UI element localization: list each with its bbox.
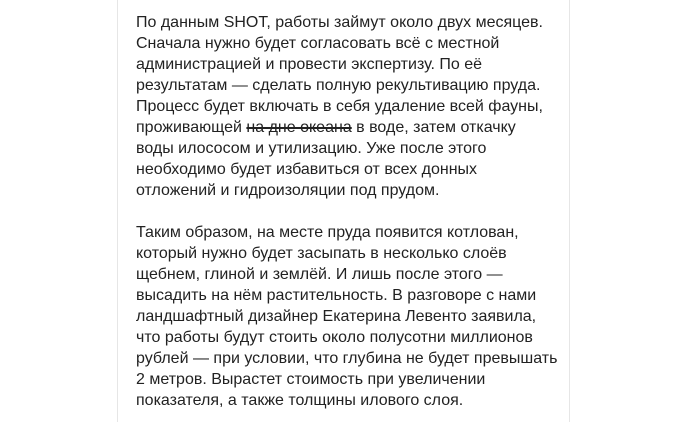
paragraph-line: что работы будут стоить около полусотни миллионов	[136, 329, 533, 346]
paragraph-line-with-strikethrough	[136, 117, 570, 138]
paragraph-line: щебнем, глиной и землёй. И лишь после этого —	[136, 266, 503, 283]
paragraph-line: рублей — при условии, что глубина не будет превышать	[136, 350, 558, 367]
line-text-before: проживающей	[136, 119, 247, 136]
paragraph-line: По данным SHOT, работы займут около двух месяцев.	[136, 14, 543, 31]
line-text-after: в воде, затем откачку	[351, 119, 516, 136]
article-paragraph-1	[136, 12, 570, 201]
paragraph-line: показателя, а также толщины илового слоя.	[136, 392, 464, 409]
paragraph-line: 2 метров. Вырастет стоимость при увеличении	[136, 371, 486, 388]
paragraph-line: отложений и гидроизоляции под прудом.	[136, 182, 440, 199]
paragraph-line: результатам — сделать полную рекультивацию пруда.	[136, 77, 541, 94]
paragraph-line: администрацией и провести экспертизу. По её	[136, 56, 483, 73]
paragraph-line: необходимо будет избавиться от всех донных	[136, 161, 478, 178]
paragraph-line: Таким образом, на месте пруда появится котлован,	[136, 224, 519, 241]
paragraph-line: высадить на нём растительность. В разговоре с нами	[136, 287, 537, 304]
paragraph-line: Сначала нужно будет согласовать всё с местной	[136, 35, 500, 52]
paragraph-line: который нужно будет засыпать в несколько слоёв	[136, 245, 507, 262]
article-paragraph-2	[136, 222, 570, 411]
paragraph-line: воды илососом и утилизацию. Уже после этого	[136, 140, 487, 157]
strikethrough-text: на дне океана	[246, 119, 352, 136]
paragraph-line: Процесс будет включать в себя удаление всей фауны,	[136, 98, 543, 115]
paragraph-line: ландшафтный дизайнер Екатерина Левенто заявила,	[136, 308, 537, 325]
